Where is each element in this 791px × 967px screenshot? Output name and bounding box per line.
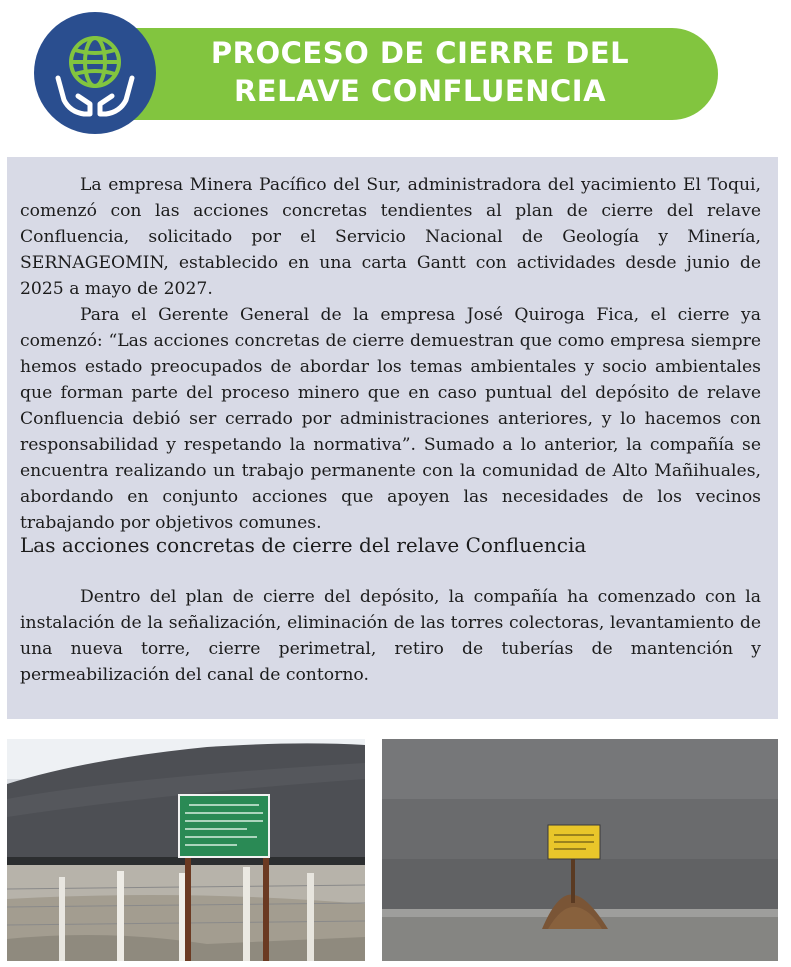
page-title	[150, 34, 690, 110]
section-subheading: Las acciones concretas de cierre del relave Confluencia	[20, 533, 587, 557]
actions-paragraph: Dentro del plan de cierre del depósito, la compañía ha comenzado con la instalación de la señalización, eliminación de las torres colectoras, levantamiento de una nueva torre, cierre perimetral, retiro de tuberías de mantención y permeabilización del canal de contorno.	[20, 587, 761, 685]
title-line-2: RELAVE CONFLUENCIA	[233, 74, 607, 108]
title-line-1: PROCESO DE CIERRE DEL	[210, 36, 630, 70]
quote-paragraph: Para el Gerente General de la empresa José Quiroga Fica, el cierre ya comenzó: “Las acciones concretas de cierre demuestran que como empresa siempre hemos estado preocupados de abordar los temas ambientales y socio ambientales que forman parte del proceso minero que en caso puntual del depósito de relave Confluencia debió ser cerrado por administraciones anteriores, y lo hacemos con responsabilidad y respetando la normativa”. Sumado a lo anterior, la compañía se encuentra realizando un trabajo permanente con la comunidad de Alto Mañihuales, abordando en conjunto acciones que apoyen las necesidades de los vecinos trabajando por objetivos comunes.	[20, 305, 761, 533]
intro-paragraph: La empresa Minera Pacífico del Sur, administradora del yacimiento El Toqui, comenzó con las acciones concretas tendientes al plan de cierre del relave Confluencia, solicitado por el Servicio Nacional de Geología y Minería, SERNAGEOMIN, establecido en una carta Gantt con actividades desde junio de 2025 a mayo de 2027.	[20, 175, 761, 299]
photo-green-sign	[7, 739, 365, 961]
globe-in-hands-icon	[34, 12, 156, 134]
photo-yellow-sign	[382, 739, 778, 961]
